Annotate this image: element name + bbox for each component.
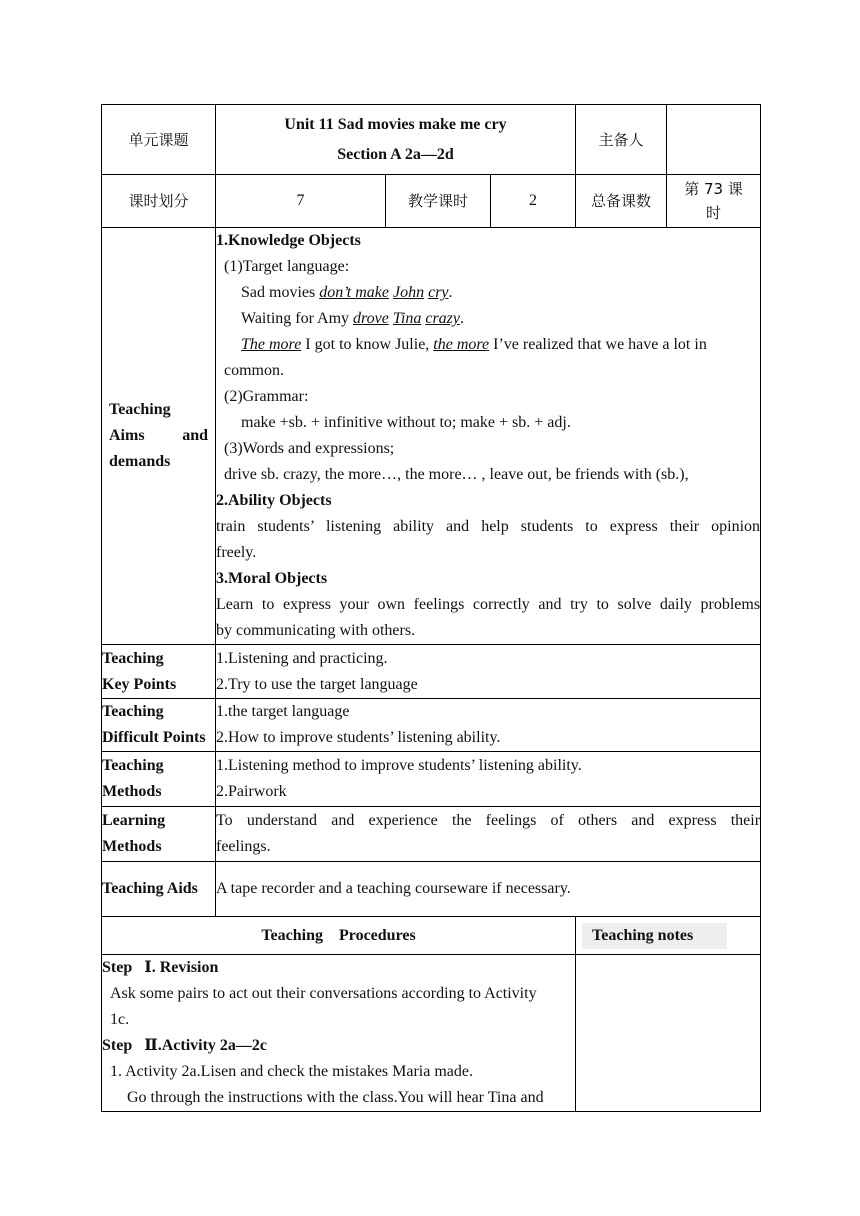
preparer-label: 主备人 xyxy=(576,105,667,175)
learning-methods-label: Learning Methods xyxy=(102,807,216,862)
teaching-methods-label: Teaching Methods xyxy=(102,752,216,807)
schedule-value: 7 xyxy=(216,175,386,228)
procedures-header: Teaching Procedures xyxy=(102,917,576,955)
preparer-value xyxy=(667,105,761,175)
notes-content xyxy=(576,955,761,1112)
sentence-3: The more I got to know Julie, the more I’ve realized that we have a lot in xyxy=(241,336,707,353)
sentence-1: Sad movies don’t make John cry. xyxy=(241,284,453,301)
total-value: 第 73 课时 xyxy=(667,175,761,228)
teaching-aids-label: Teaching Aids xyxy=(102,862,216,917)
periods-label: 教学课时 xyxy=(386,175,491,228)
ability-title: 2.Ability Objects xyxy=(216,492,332,509)
section-title: Section A 2a—2d xyxy=(337,145,454,163)
lesson-plan-table xyxy=(101,104,761,1112)
periods-value: 2 xyxy=(491,175,576,228)
notes-header: Teaching notes xyxy=(582,923,727,949)
difficult-points-label: Teaching Difficult Points xyxy=(102,699,216,752)
unit-title: Unit 11 Sad movies make me cry xyxy=(284,115,507,133)
unit-title-cell xyxy=(216,105,576,175)
difficult-points-content: 1.the target language 2.How to improve students’ listening ability. xyxy=(216,699,761,752)
learning-methods-content: To understand and experience the feelings of others and express their feelings. xyxy=(216,807,761,862)
aims-content: 1.Knowledge Objects (1)Target language: Sad movies don’t make John cry. Waiting for Amy drove Tina crazy. The more I got to know Julie, the more I’ve realized that we have a lot in common. (2)Grammar: make +sb. + infinitive without to; make + sb. + adj. (3)Words and expressions; drive sb. crazy, the more…, the more… , leave out, be friends with (sb.), 2.Ability Objects train students’ listening ability and help students to express their opinion freely. 3.Moral Objects Learn to express your own feelings correctly and try to solve daily problems by communicating with others. xyxy=(216,228,761,645)
total-label: 总备课数 xyxy=(576,175,667,228)
step-1-title: Step Ⅰ. Revision xyxy=(102,959,219,976)
teaching-aids-content: A tape recorder and a teaching courseware if necessary. xyxy=(216,862,761,917)
aims-label: Teaching Aims and demands xyxy=(102,228,216,645)
teaching-methods-content: 1.Listening method to improve students’ listening ability. 2.Pairwork xyxy=(216,752,761,807)
key-points-label: Teaching Key Points xyxy=(102,645,216,699)
unit-label: 单元课题 xyxy=(102,105,216,175)
procedures-content: Step Ⅰ. Revision Ask some pairs to act out their conversations according to Activity 1c. Step Ⅱ.Activity 2a—2c 1. Activity 2a.Lisen and check the mistakes Maria made. Go through the instructions with the class.You will hear Tina and xyxy=(102,955,576,1112)
step-2-title: Step Ⅱ.Activity 2a—2c xyxy=(102,1037,268,1054)
moral-title: 3.Moral Objects xyxy=(216,570,328,587)
schedule-label: 课时划分 xyxy=(102,175,216,228)
sentence-2: Waiting for Amy drove Tina crazy. xyxy=(241,310,464,327)
key-points-content: 1.Listening and practicing. 2.Try to use the target language xyxy=(216,645,761,699)
notes-header-cell xyxy=(576,917,761,955)
knowledge-title: 1.Knowledge Objects xyxy=(216,232,361,249)
